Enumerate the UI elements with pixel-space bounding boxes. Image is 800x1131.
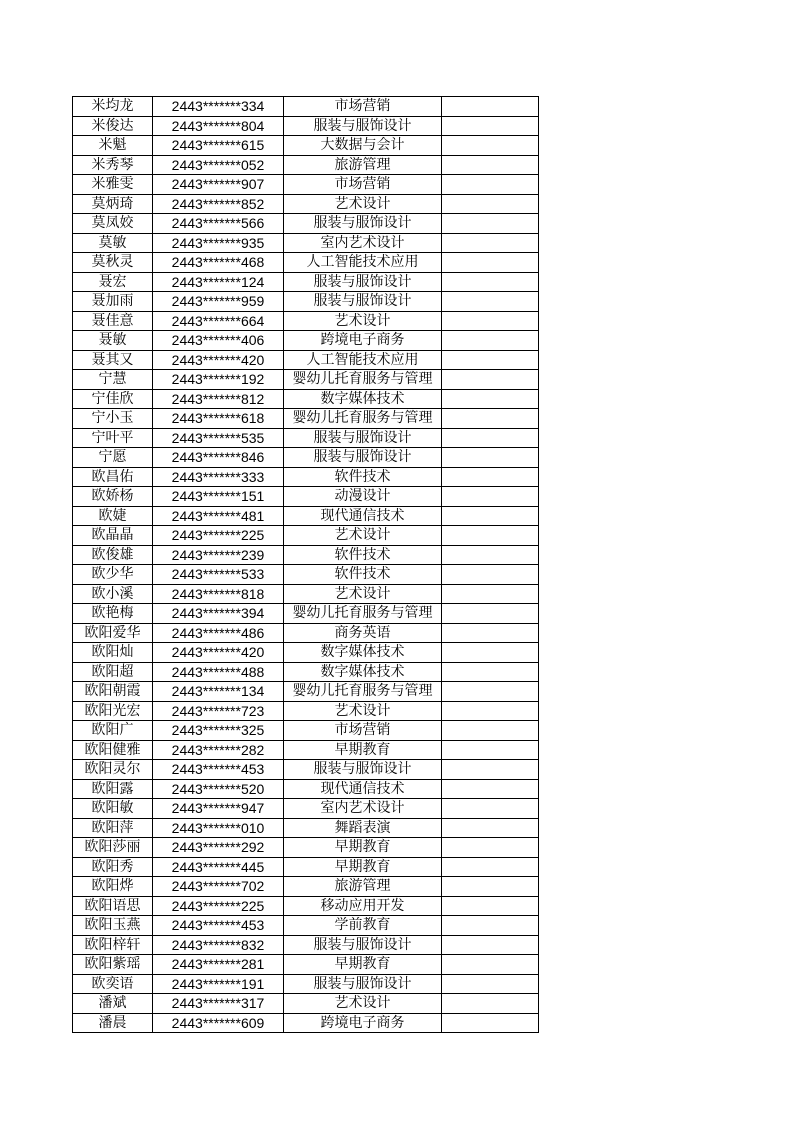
student-name-cell: 欧阳萍 bbox=[73, 818, 153, 838]
student-name-cell: 欧阳敏 bbox=[73, 799, 153, 819]
note-cell bbox=[442, 272, 539, 292]
student-name-cell: 欧少华 bbox=[73, 565, 153, 585]
note-cell bbox=[442, 818, 539, 838]
note-cell bbox=[442, 565, 539, 585]
note-cell bbox=[442, 955, 539, 975]
student-id-cell: 2443*******281 bbox=[153, 955, 284, 975]
student-name-cell: 欧艳梅 bbox=[73, 604, 153, 624]
major-cell: 现代通信技术 bbox=[284, 779, 442, 799]
note-cell bbox=[442, 838, 539, 858]
student-name-cell: 欧阳烨 bbox=[73, 877, 153, 897]
major-cell: 早期教育 bbox=[284, 740, 442, 760]
student-id-cell: 2443*******959 bbox=[153, 292, 284, 312]
note-cell bbox=[442, 97, 539, 117]
student-id-cell: 2443*******317 bbox=[153, 994, 284, 1014]
table-row bbox=[73, 487, 539, 507]
major-cell: 人工智能技术应用 bbox=[284, 350, 442, 370]
student-name-cell: 欧阳秀 bbox=[73, 857, 153, 877]
note-cell bbox=[442, 701, 539, 721]
table-row bbox=[73, 916, 539, 936]
table-row bbox=[73, 818, 539, 838]
student-id-cell: 2443*******935 bbox=[153, 233, 284, 253]
note-cell bbox=[442, 428, 539, 448]
table-row bbox=[73, 838, 539, 858]
student-id-cell: 2443*******239 bbox=[153, 545, 284, 565]
note-cell bbox=[442, 506, 539, 526]
student-name-cell: 欧阳超 bbox=[73, 662, 153, 682]
major-cell: 服装与服饰设计 bbox=[284, 116, 442, 136]
student-name-cell: 宁愿 bbox=[73, 448, 153, 468]
table-row bbox=[73, 799, 539, 819]
major-cell: 婴幼儿托育服务与管理 bbox=[284, 370, 442, 390]
student-name-cell: 欧婕 bbox=[73, 506, 153, 526]
student-name-cell: 潘晨 bbox=[73, 1013, 153, 1033]
table-row bbox=[73, 370, 539, 390]
table-row bbox=[73, 194, 539, 214]
note-cell bbox=[442, 233, 539, 253]
major-cell: 艺术设计 bbox=[284, 194, 442, 214]
student-name-cell: 聂敏 bbox=[73, 331, 153, 351]
table-row bbox=[73, 935, 539, 955]
table-row bbox=[73, 272, 539, 292]
note-cell bbox=[442, 857, 539, 877]
student-id-cell: 2443*******134 bbox=[153, 682, 284, 702]
note-cell bbox=[442, 545, 539, 565]
student-name-cell: 欧阳莎丽 bbox=[73, 838, 153, 858]
table-row bbox=[73, 740, 539, 760]
note-cell bbox=[442, 370, 539, 390]
table-row bbox=[73, 1013, 539, 1033]
major-cell: 服装与服饰设计 bbox=[284, 935, 442, 955]
note-cell bbox=[442, 253, 539, 273]
table-row bbox=[73, 214, 539, 234]
major-cell: 艺术设计 bbox=[284, 311, 442, 331]
major-cell: 跨境电子商务 bbox=[284, 331, 442, 351]
student-id-cell: 2443*******445 bbox=[153, 857, 284, 877]
note-cell bbox=[442, 175, 539, 195]
table-row bbox=[73, 506, 539, 526]
table-row bbox=[73, 253, 539, 273]
table-row bbox=[73, 311, 539, 331]
student-id-cell: 2443*******852 bbox=[153, 194, 284, 214]
student-name-cell: 潘斌 bbox=[73, 994, 153, 1014]
student-name-cell: 欧阳健雅 bbox=[73, 740, 153, 760]
major-cell: 室内艺术设计 bbox=[284, 799, 442, 819]
note-cell bbox=[442, 350, 539, 370]
student-id-cell: 2443*******453 bbox=[153, 760, 284, 780]
table-row bbox=[73, 701, 539, 721]
major-cell: 商务英语 bbox=[284, 623, 442, 643]
table-row bbox=[73, 584, 539, 604]
student-id-cell: 2443*******702 bbox=[153, 877, 284, 897]
major-cell: 软件技术 bbox=[284, 545, 442, 565]
student-name-cell: 聂加雨 bbox=[73, 292, 153, 312]
student-name-cell: 聂佳意 bbox=[73, 311, 153, 331]
major-cell: 艺术设计 bbox=[284, 584, 442, 604]
student-id-cell: 2443*******394 bbox=[153, 604, 284, 624]
table-row bbox=[73, 97, 539, 117]
major-cell: 舞蹈表演 bbox=[284, 818, 442, 838]
student-id-cell: 2443*******488 bbox=[153, 662, 284, 682]
table-row bbox=[73, 350, 539, 370]
note-cell bbox=[442, 409, 539, 429]
student-name-cell: 宁慧 bbox=[73, 370, 153, 390]
student-id-cell: 2443*******334 bbox=[153, 97, 284, 117]
student-name-cell: 欧阳灿 bbox=[73, 643, 153, 663]
student-id-cell: 2443*******481 bbox=[153, 506, 284, 526]
major-cell: 移动应用开发 bbox=[284, 896, 442, 916]
note-cell bbox=[442, 448, 539, 468]
student-name-cell: 欧阳爱华 bbox=[73, 623, 153, 643]
student-id-cell: 2443*******615 bbox=[153, 136, 284, 156]
note-cell bbox=[442, 799, 539, 819]
student-name-cell: 宁叶平 bbox=[73, 428, 153, 448]
student-name-cell: 欧阳广 bbox=[73, 721, 153, 741]
major-cell: 现代通信技术 bbox=[284, 506, 442, 526]
student-id-cell: 2443*******406 bbox=[153, 331, 284, 351]
major-cell: 服装与服饰设计 bbox=[284, 428, 442, 448]
major-cell: 软件技术 bbox=[284, 565, 442, 585]
major-cell: 人工智能技术应用 bbox=[284, 253, 442, 273]
student-id-cell: 2443*******533 bbox=[153, 565, 284, 585]
major-cell: 室内艺术设计 bbox=[284, 233, 442, 253]
note-cell bbox=[442, 214, 539, 234]
major-cell: 市场营销 bbox=[284, 721, 442, 741]
student-id-cell: 2443*******124 bbox=[153, 272, 284, 292]
student-name-cell: 莫敏 bbox=[73, 233, 153, 253]
note-cell bbox=[442, 623, 539, 643]
major-cell: 市场营销 bbox=[284, 97, 442, 117]
student-id-cell: 2443*******292 bbox=[153, 838, 284, 858]
note-cell bbox=[442, 896, 539, 916]
major-cell: 早期教育 bbox=[284, 838, 442, 858]
major-cell: 软件技术 bbox=[284, 467, 442, 487]
note-cell bbox=[442, 760, 539, 780]
note-cell bbox=[442, 1013, 539, 1033]
student-name-cell: 欧奕语 bbox=[73, 974, 153, 994]
major-cell: 服装与服饰设计 bbox=[284, 448, 442, 468]
major-cell: 旅游管理 bbox=[284, 877, 442, 897]
student-name-cell: 宁小玉 bbox=[73, 409, 153, 429]
major-cell: 数字媒体技术 bbox=[284, 643, 442, 663]
student-id-cell: 2443*******566 bbox=[153, 214, 284, 234]
student-name-cell: 聂宏 bbox=[73, 272, 153, 292]
table-row bbox=[73, 467, 539, 487]
note-cell bbox=[442, 935, 539, 955]
student-id-cell: 2443*******333 bbox=[153, 467, 284, 487]
student-id-cell: 2443*******520 bbox=[153, 779, 284, 799]
student-id-cell: 2443*******486 bbox=[153, 623, 284, 643]
major-cell: 服装与服饰设计 bbox=[284, 272, 442, 292]
student-name-cell: 欧昌佑 bbox=[73, 467, 153, 487]
student-name-cell: 莫秋灵 bbox=[73, 253, 153, 273]
major-cell: 艺术设计 bbox=[284, 701, 442, 721]
table-row bbox=[73, 389, 539, 409]
major-cell: 跨境电子商务 bbox=[284, 1013, 442, 1033]
student-name-cell: 米魁 bbox=[73, 136, 153, 156]
note-cell bbox=[442, 779, 539, 799]
table-row bbox=[73, 409, 539, 429]
student-id-cell: 2443*******282 bbox=[153, 740, 284, 760]
student-name-cell: 米俊达 bbox=[73, 116, 153, 136]
table-row bbox=[73, 565, 539, 585]
student-name-cell: 米秀琴 bbox=[73, 155, 153, 175]
major-cell: 婴幼儿托育服务与管理 bbox=[284, 682, 442, 702]
note-cell bbox=[442, 311, 539, 331]
student-id-cell: 2443*******052 bbox=[153, 155, 284, 175]
table-row bbox=[73, 779, 539, 799]
student-id-cell: 2443*******191 bbox=[153, 974, 284, 994]
note-cell bbox=[442, 136, 539, 156]
student-name-cell: 宁佳欣 bbox=[73, 389, 153, 409]
note-cell bbox=[442, 740, 539, 760]
note-cell bbox=[442, 974, 539, 994]
student-id-cell: 2443*******325 bbox=[153, 721, 284, 741]
major-cell: 数字媒体技术 bbox=[284, 389, 442, 409]
student-name-cell: 欧阳梓轩 bbox=[73, 935, 153, 955]
table-row bbox=[73, 662, 539, 682]
major-cell: 婴幼儿托育服务与管理 bbox=[284, 409, 442, 429]
major-cell: 市场营销 bbox=[284, 175, 442, 195]
student-id-cell: 2443*******192 bbox=[153, 370, 284, 390]
note-cell bbox=[442, 292, 539, 312]
major-cell: 动漫设计 bbox=[284, 487, 442, 507]
table-row bbox=[73, 896, 539, 916]
student-id-cell: 2443*******804 bbox=[153, 116, 284, 136]
major-cell: 旅游管理 bbox=[284, 155, 442, 175]
table-row bbox=[73, 857, 539, 877]
student-id-cell: 2443*******225 bbox=[153, 526, 284, 546]
note-cell bbox=[442, 584, 539, 604]
student-name-cell: 欧俊雄 bbox=[73, 545, 153, 565]
note-cell bbox=[442, 916, 539, 936]
note-cell bbox=[442, 662, 539, 682]
note-cell bbox=[442, 994, 539, 1014]
table-row bbox=[73, 643, 539, 663]
student-name-cell: 欧晶晶 bbox=[73, 526, 153, 546]
major-cell: 服装与服饰设计 bbox=[284, 292, 442, 312]
student-name-cell: 欧娇杨 bbox=[73, 487, 153, 507]
table-row bbox=[73, 760, 539, 780]
note-cell bbox=[442, 331, 539, 351]
student-id-cell: 2443*******846 bbox=[153, 448, 284, 468]
major-cell: 服装与服饰设计 bbox=[284, 760, 442, 780]
student-id-cell: 2443*******225 bbox=[153, 896, 284, 916]
note-cell bbox=[442, 389, 539, 409]
student-id-cell: 2443*******618 bbox=[153, 409, 284, 429]
table-row bbox=[73, 116, 539, 136]
student-id-cell: 2443*******151 bbox=[153, 487, 284, 507]
table-row bbox=[73, 623, 539, 643]
student-name-cell: 莫凤姣 bbox=[73, 214, 153, 234]
table-row bbox=[73, 448, 539, 468]
note-cell bbox=[442, 526, 539, 546]
note-cell bbox=[442, 604, 539, 624]
student-name-cell: 聂其又 bbox=[73, 350, 153, 370]
table-row bbox=[73, 292, 539, 312]
student-id-cell: 2443*******947 bbox=[153, 799, 284, 819]
student-id-cell: 2443*******832 bbox=[153, 935, 284, 955]
table-row bbox=[73, 136, 539, 156]
student-name-cell: 欧阳灵尔 bbox=[73, 760, 153, 780]
major-cell: 服装与服饰设计 bbox=[284, 974, 442, 994]
note-cell bbox=[442, 721, 539, 741]
major-cell: 大数据与会计 bbox=[284, 136, 442, 156]
student-name-cell: 欧阳光宏 bbox=[73, 701, 153, 721]
student-id-cell: 2443*******907 bbox=[153, 175, 284, 195]
major-cell: 艺术设计 bbox=[284, 526, 442, 546]
student-name-cell: 欧阳玉燕 bbox=[73, 916, 153, 936]
major-cell: 婴幼儿托育服务与管理 bbox=[284, 604, 442, 624]
table-row bbox=[73, 877, 539, 897]
student-id-cell: 2443*******535 bbox=[153, 428, 284, 448]
student-id-cell: 2443*******818 bbox=[153, 584, 284, 604]
student-name-cell: 米均龙 bbox=[73, 97, 153, 117]
note-cell bbox=[442, 155, 539, 175]
table-row bbox=[73, 233, 539, 253]
student-name-cell: 欧小溪 bbox=[73, 584, 153, 604]
student-id-cell: 2443*******420 bbox=[153, 350, 284, 370]
student-name-cell: 欧阳朝霞 bbox=[73, 682, 153, 702]
major-cell: 早期教育 bbox=[284, 857, 442, 877]
major-cell: 服装与服饰设计 bbox=[284, 214, 442, 234]
student-id-cell: 2443*******453 bbox=[153, 916, 284, 936]
student-id-cell: 2443*******420 bbox=[153, 643, 284, 663]
student-id-cell: 2443*******723 bbox=[153, 701, 284, 721]
table-row bbox=[73, 545, 539, 565]
table-row bbox=[73, 526, 539, 546]
note-cell bbox=[442, 682, 539, 702]
student-id-cell: 2443*******664 bbox=[153, 311, 284, 331]
table-row bbox=[73, 331, 539, 351]
note-cell bbox=[442, 194, 539, 214]
note-cell bbox=[442, 467, 539, 487]
table-row bbox=[73, 175, 539, 195]
table-row bbox=[73, 155, 539, 175]
major-cell: 学前教育 bbox=[284, 916, 442, 936]
note-cell bbox=[442, 877, 539, 897]
note-cell bbox=[442, 487, 539, 507]
table-row bbox=[73, 721, 539, 741]
note-cell bbox=[442, 116, 539, 136]
major-cell: 艺术设计 bbox=[284, 994, 442, 1014]
major-cell: 早期教育 bbox=[284, 955, 442, 975]
student-name-cell: 欧阳紫瑶 bbox=[73, 955, 153, 975]
table-row bbox=[73, 994, 539, 1014]
student-list-table bbox=[72, 96, 539, 1033]
table-row bbox=[73, 604, 539, 624]
student-id-cell: 2443*******609 bbox=[153, 1013, 284, 1033]
major-cell: 数字媒体技术 bbox=[284, 662, 442, 682]
student-name-cell: 欧阳露 bbox=[73, 779, 153, 799]
table-row bbox=[73, 428, 539, 448]
student-id-cell: 2443*******468 bbox=[153, 253, 284, 273]
table-row bbox=[73, 682, 539, 702]
student-id-cell: 2443*******010 bbox=[153, 818, 284, 838]
note-cell bbox=[442, 643, 539, 663]
table-row bbox=[73, 974, 539, 994]
student-name-cell: 米雅雯 bbox=[73, 175, 153, 195]
table-body bbox=[73, 97, 539, 1033]
student-name-cell: 欧阳语思 bbox=[73, 896, 153, 916]
table-row bbox=[73, 955, 539, 975]
student-name-cell: 莫炳琦 bbox=[73, 194, 153, 214]
student-id-cell: 2443*******812 bbox=[153, 389, 284, 409]
